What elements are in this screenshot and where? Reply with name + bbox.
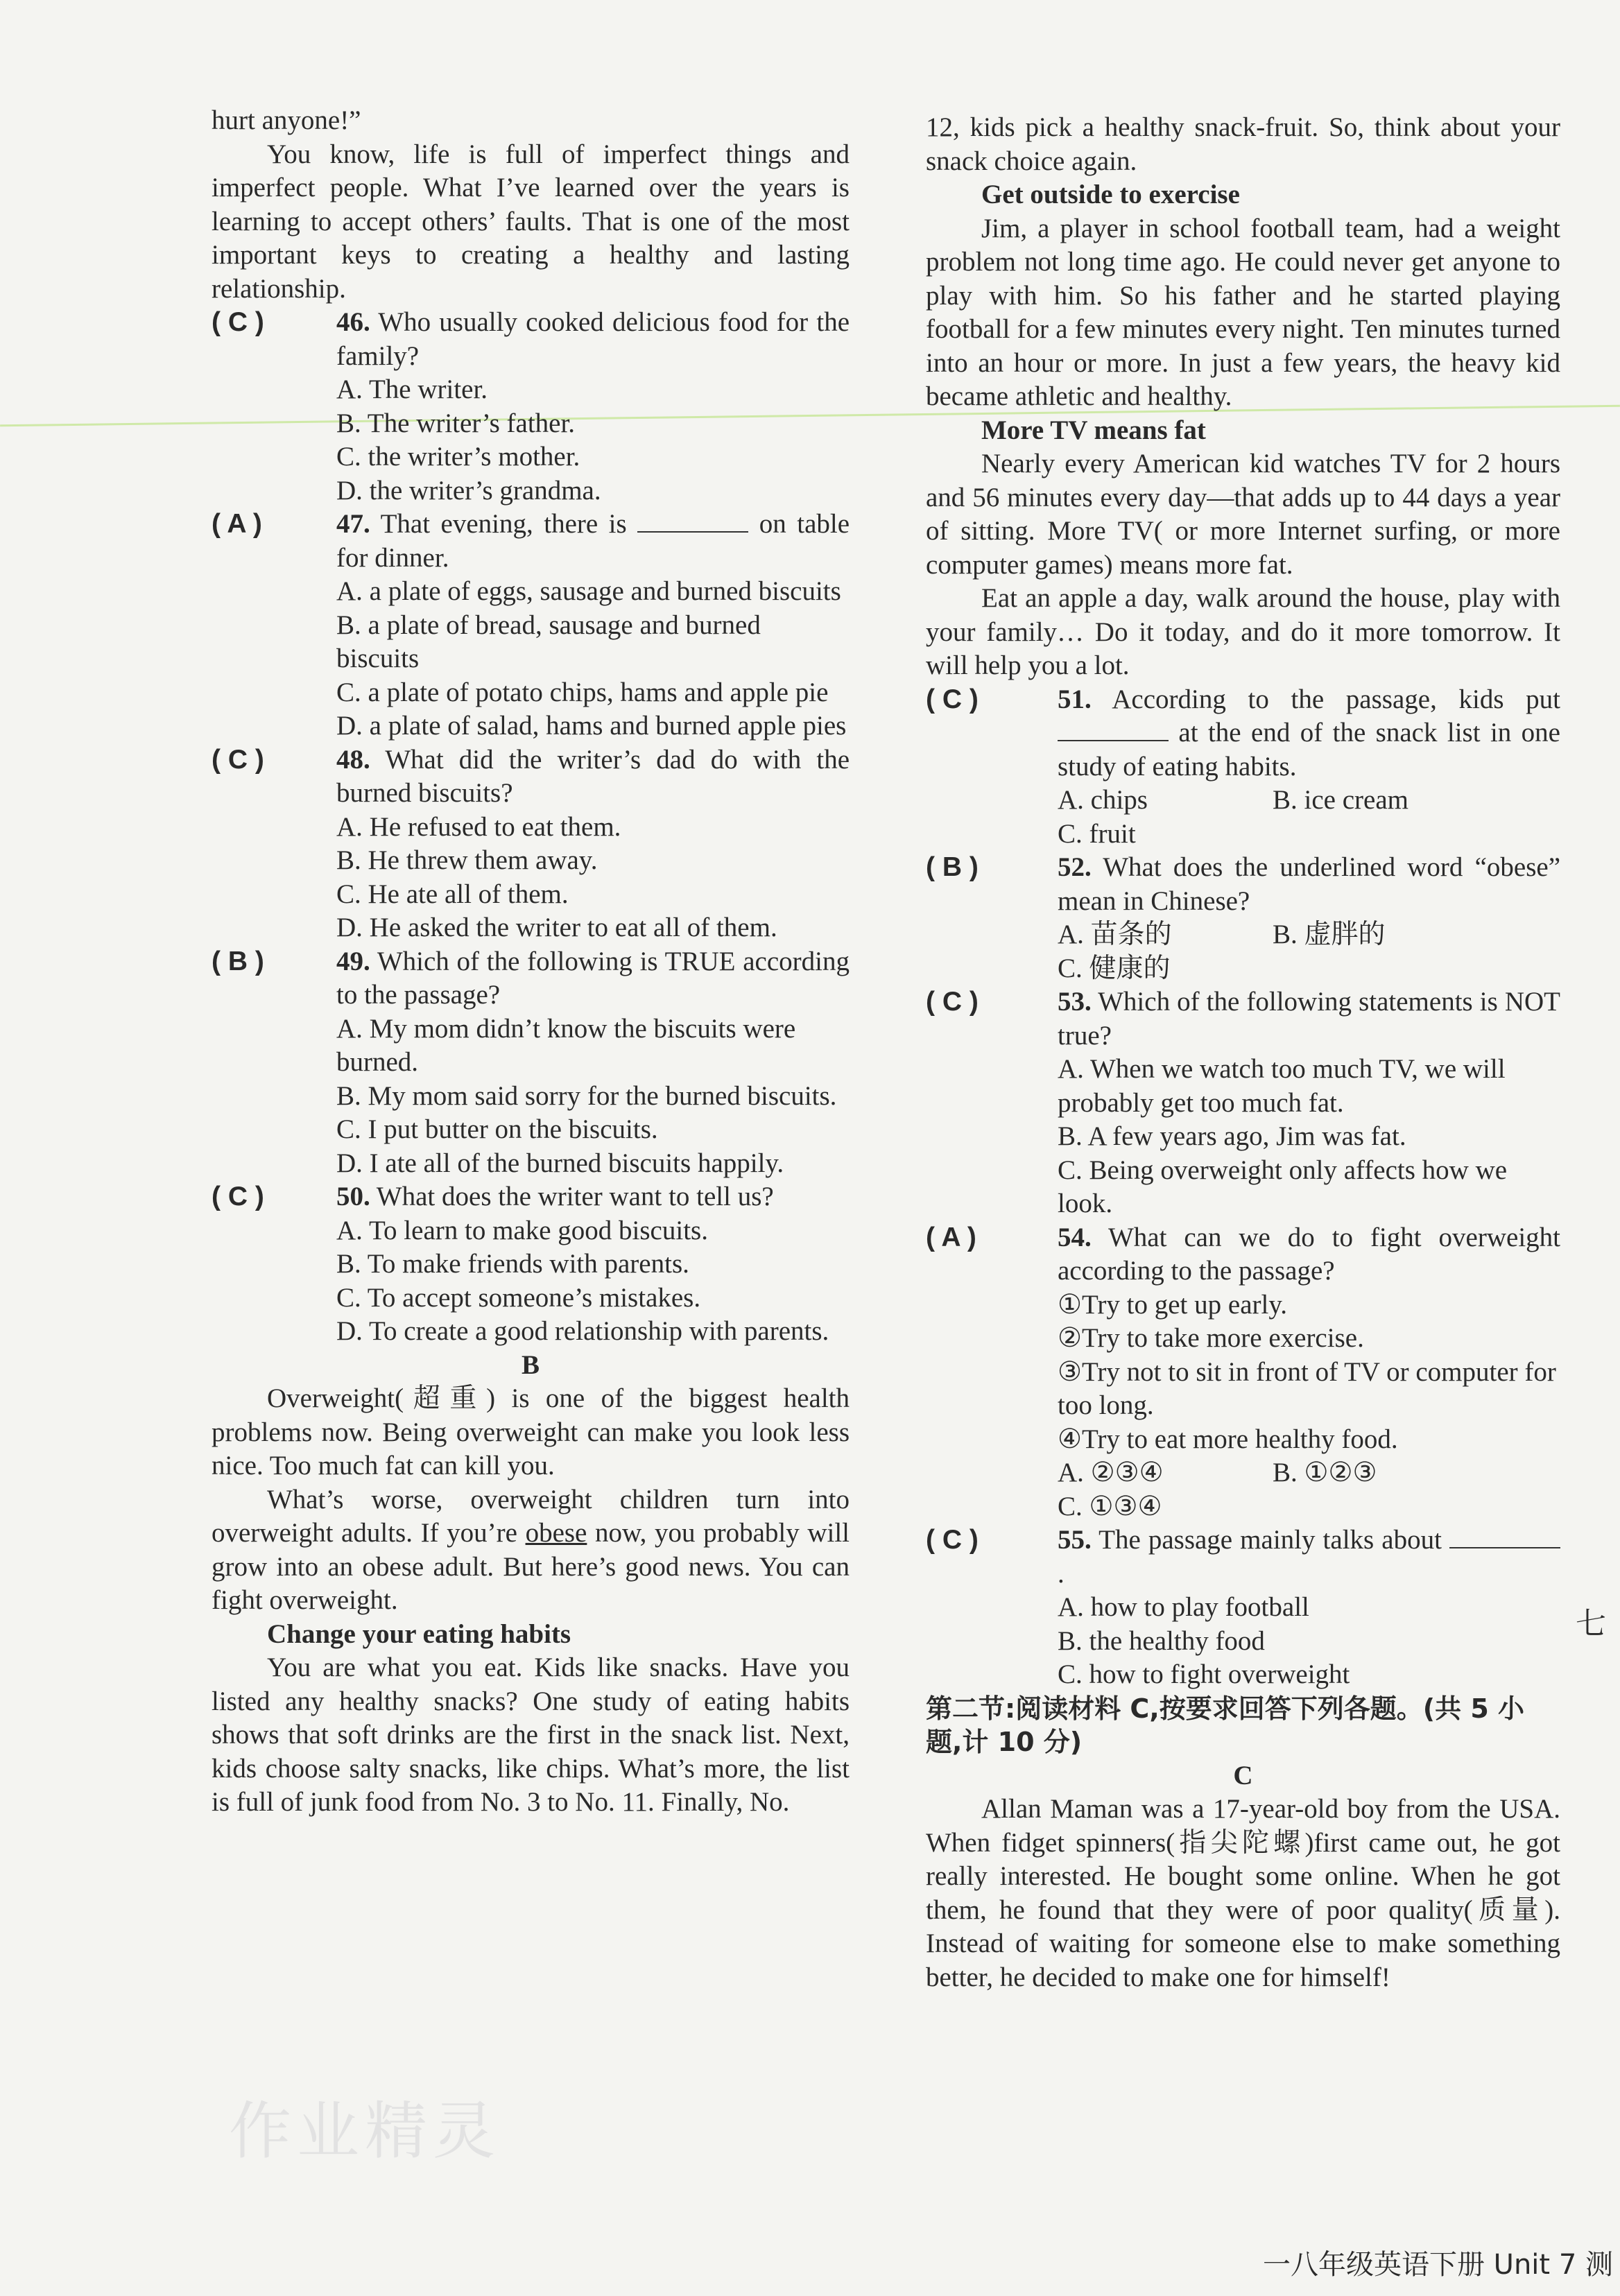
- passage-c-title: C: [1233, 1760, 1253, 1790]
- option-a: A. He refused to eat them.: [336, 811, 621, 842]
- option-a: A. My mom didn’t know the biscuits were burned.: [336, 1013, 796, 1077]
- option-b: B. A few years ago, Jim was fat.: [1058, 1121, 1406, 1151]
- paragraph-tv: Nearly every American kid watches TV for 2 hours and 56 minutes every day—that adds up to 44 days a year of sitting. More TV( or more Internet surfing, or more computer games) means more fat.: [926, 449, 1560, 580]
- option-c: C. Being overweight only affects how we look.: [1058, 1155, 1508, 1218]
- heading-tv: More TV means fat: [981, 415, 1206, 445]
- paragraph-exercise: Jim, a player in school football team, had a weight problem not long time ago. He could never get anyone to play with him. So his father and he started playing football for a few minutes every night. Ten minutes turned into an hour or more. In just a few years, the heavy kid became athletic and healthy.: [926, 213, 1560, 411]
- answer-mark: ( C ): [926, 987, 979, 1017]
- option-d: D. a plate of salad, hams and burned apple pies: [336, 711, 847, 741]
- option-b: B. a plate of bread, sausage and burned biscuits: [336, 610, 761, 673]
- option-a: A. 苗条的: [1058, 920, 1172, 949]
- option-a: A. The writer.: [336, 374, 488, 404]
- answer-blank: [1449, 1526, 1560, 1548]
- answer-mark: ( A ): [212, 509, 262, 539]
- passage-b-paragraph-2: What’s worse, overweight children turn into overweight adults. If you’re obese now, you probably will grow into an obese adult. But here’s good news. You can fight overweight.: [212, 1484, 850, 1615]
- right-column: [926, 111, 1560, 1994]
- statement-4: ④Try to eat more healthy food.: [1058, 1424, 1398, 1454]
- intro-line: hurt anyone!”: [212, 105, 361, 135]
- question-48: ( C ) 48. What did the writer’s dad do with the burned biscuits? A. He refused to eat them. B. He threw them away. C. He ate all of them. D. He asked the writer to eat all of them.: [212, 743, 850, 945]
- option-a: A. ②③④: [1058, 1458, 1164, 1487]
- option-a: A. chips: [1058, 785, 1148, 815]
- option-b: B. To make friends with parents.: [336, 1249, 689, 1279]
- underlined-word: obese: [525, 1518, 587, 1548]
- left-column: [212, 104, 850, 1820]
- option-a: A. To learn to make good biscuits.: [336, 1215, 708, 1245]
- option-c: C. 健康的: [1058, 953, 1171, 983]
- answer-mark: ( C ): [212, 744, 264, 775]
- option-d: D. I ate all of the burned biscuits happily.: [336, 1148, 784, 1178]
- answer-mark: ( C ): [926, 684, 979, 714]
- passage-continued: 12, kids pick a healthy snack-fruit. So, think about your snack choice again.: [926, 112, 1560, 176]
- heading-exercise: Get outside to exercise: [981, 180, 1240, 209]
- question-52: ( B ) 52. What does the underlined word “obese” mean in Chinese? A. 苗条的 B. 虚胖的 C. 健康的: [926, 851, 1560, 985]
- option-b: B. He threw them away.: [336, 845, 598, 875]
- question-51: ( C ) 51. According to the passage, kids put at the end of the snack list in one study of eating habits. A. chips B. ice cream C. fruit: [926, 683, 1560, 852]
- answer-mark: ( C ): [212, 1182, 264, 1211]
- option-c: C. fruit: [1058, 818, 1136, 849]
- option-b: B. The writer’s father.: [336, 408, 576, 438]
- answer-mark: ( A ): [926, 1222, 976, 1252]
- option-c: C. a plate of potato chips, hams and apple pie: [336, 677, 829, 707]
- question-50: ( C ) 50. What does the writer want to tell us? A. To learn to make good biscuits. B. To make friends with parents. C. To accept someone’s mistakes. D. To create a good relationship with parents.: [212, 1180, 850, 1349]
- section-2-heading: 第二节:阅读材料 C,按要求回答下列各题。(共 5 小题,计 10 分): [926, 1693, 1525, 1757]
- option-c: C. how to fight overweight: [1058, 1659, 1350, 1689]
- passage-b-title: B: [521, 1349, 540, 1380]
- question-53: ( C ) 53. Which of the following statements is NOT true? A. When we watch too much TV, we will probably get too much fat. B. A few years ago, Jim was fat. C. Being overweight only affects how we look.: [926, 985, 1560, 1221]
- statement-3: ③Try not to sit in front of TV or computer for too long.: [1058, 1356, 1556, 1420]
- question-47: ( A ) 47. That evening, there is on table for dinner. A. a plate of eggs, sausage and burned biscuits B. a plate of bread, sausage and burned biscuits C. a plate of potato chips, hams and apple pie D. a plate of salad, hams and burned apple pies: [212, 508, 850, 743]
- page-footer: 一八年级英语下册 Unit 7 测: [1262, 2249, 1613, 2281]
- question-55: ( C ) 55. The passage mainly talks about . A. how to play football B. the healthy food C. how to fight overweight: [926, 1524, 1560, 1692]
- option-b: B. ①②③: [1273, 1458, 1377, 1487]
- answer-mark: ( C ): [212, 307, 264, 337]
- option-d: D. the writer’s grandma.: [336, 475, 601, 506]
- watermark: 作业精灵: [229, 2095, 501, 2168]
- passage-c-paragraph-1: Allan Maman was a 17-year-old boy from the USA. When fidget spinners(指尖陀螺)first came out, he got really interested. He bought some online. When he got them, he found that they were of poor quality(质量). Instead of waiting for someone else to make something better, he decided to make one for himself!: [926, 1794, 1560, 1992]
- option-c: C. To accept someone’s mistakes.: [336, 1282, 701, 1313]
- statement-2: ②Try to take more exercise.: [1058, 1323, 1364, 1353]
- question-54: ( A ) 54. What can we do to fight overweight according to the passage? ①Try to get up early. ②Try to take more exercise. ③Try not to sit in front of TV or computer for too long. ④Try to eat more healthy food. A. ②③④ B. ①②③ C. ①③④: [926, 1221, 1560, 1524]
- answer-mark: ( B ): [212, 946, 264, 976]
- answer-blank: [1058, 719, 1169, 741]
- option-b: B. the healthy food: [1058, 1625, 1265, 1656]
- option-a: A. a plate of eggs, sausage and burned biscuits: [336, 576, 841, 606]
- intro-paragraph: You know, life is full of imperfect things and imperfect people. What I’ve learned over the years is learning to accept others’ faults. That is one of the most important keys to creating a healthy and lasting relationship.: [212, 139, 850, 304]
- answer-blank: [637, 510, 748, 533]
- heading-eating-habits: Change your eating habits: [267, 1619, 571, 1649]
- passage-b-paragraph-3: You are what you eat. Kids like snacks. Have you listed any healthy snacks? One study of eating habits shows that soft drinks are the first in the snack list. Next, kids choose salty snacks, like chips. What’s more, the list is full of junk food from No. 3 to No. 11. Finally, No.: [212, 1652, 850, 1817]
- option-a: A. When we watch too much TV, we will probably get too much fat.: [1058, 1054, 1506, 1118]
- option-b: B. My mom said sorry for the burned biscuits.: [336, 1080, 837, 1111]
- side-tab-character: 七: [1576, 1606, 1606, 1641]
- option-c: C. the writer’s mother.: [336, 442, 580, 472]
- option-c: C. I put butter on the biscuits.: [336, 1114, 658, 1144]
- option-d: D. To create a good relationship with parents.: [336, 1316, 829, 1346]
- statement-1: ①Try to get up early.: [1058, 1289, 1288, 1320]
- option-c: C. He ate all of them.: [336, 879, 569, 909]
- answer-mark: ( C ): [926, 1525, 979, 1555]
- paragraph-apple: Eat an apple a day, walk around the house, play with your family… Do it today, and do it more tomorrow. It will help you a lot.: [926, 583, 1560, 680]
- answer-mark: ( B ): [926, 852, 979, 882]
- option-b: B. 虚胖的: [1273, 920, 1386, 949]
- option-a: A. how to play football: [1058, 1592, 1309, 1622]
- option-c: C. ①③④: [1058, 1491, 1162, 1521]
- option-b: B. ice cream: [1273, 785, 1408, 815]
- option-d: D. He asked the writer to eat all of them.: [336, 913, 777, 942]
- passage-b-paragraph-1: Overweight(超重) is one of the biggest health problems now. Being overweight can make you look less nice. Too much fat can kill you.: [212, 1383, 850, 1481]
- question-49: ( B ) 49. Which of the following is TRUE according to the passage? A. My mom didn’t know the biscuits were burned. B. My mom said sorry for the burned biscuits. C. I put butter on the biscuits. D. I ate all of the burned biscuits happily.: [212, 945, 850, 1181]
- question-46: ( C ) 46. Who usually cooked delicious food for the family? A. The writer. B. The writer’s father. C. the writer’s mother. D. the writer’s grandma.: [212, 306, 850, 508]
